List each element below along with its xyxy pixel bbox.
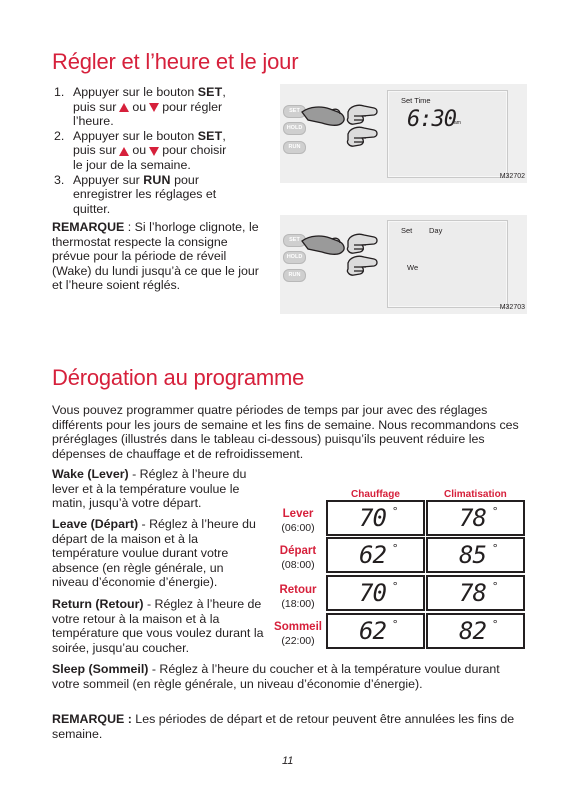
degree-symbol: ° — [491, 618, 498, 631]
step-text: enregistrer les réglages et — [73, 187, 217, 202]
step-text: puis sur — [73, 143, 117, 158]
temperature-value: 62 — [359, 541, 386, 569]
heat-setting-leave — [326, 537, 425, 573]
up-arrow-icon — [119, 147, 129, 156]
thermostat-figure-time — [280, 84, 527, 183]
cool-setting-sleep — [426, 613, 525, 649]
column-heading-heating: Chauffage — [351, 489, 400, 500]
row-time: (06:00) — [281, 522, 315, 534]
temperature-value: 78 — [459, 579, 486, 607]
period-label: Return (Retour) — [52, 597, 144, 611]
section-title-override: Dérogation au programme — [52, 365, 305, 390]
step-number: 2. — [54, 128, 65, 143]
step-text: Appuyer sur — [73, 172, 144, 187]
pressing-hands-icon — [298, 221, 388, 296]
degree-symbol: ° — [491, 580, 498, 593]
step-text: pour régler — [162, 99, 223, 114]
step-text: ou — [132, 143, 147, 158]
pressing-hands-icon — [298, 92, 388, 167]
note-label: REMARQUE — [52, 220, 125, 234]
step-text: Appuyer sur le bouton — [73, 128, 198, 143]
note-clock — [52, 220, 262, 293]
period-return — [52, 597, 264, 655]
set-key-label: SET — [197, 85, 223, 99]
step-text: le jour de la semaine. — [73, 157, 191, 172]
run-key-label: RUN — [143, 172, 171, 187]
row-label-return — [272, 584, 324, 610]
temperature-value: 78 — [459, 504, 486, 532]
step-text: , — [222, 85, 226, 99]
run-button[interactable]: RUN — [283, 141, 306, 154]
period-label: Sleep (Sommeil) — [52, 662, 149, 676]
step-text: Appuyer sur le bouton — [73, 85, 198, 99]
note-text: Les périodes de départ et de retour peuvent être annulées les fins de semaine. — [52, 712, 515, 741]
down-arrow-icon — [149, 103, 159, 112]
steps-list — [52, 85, 262, 216]
step-text: ou — [132, 99, 147, 114]
temperature-value: 82 — [459, 617, 486, 645]
cool-setting-leave — [426, 537, 525, 573]
row-label-wake — [272, 508, 324, 534]
row-time: (18:00) — [281, 598, 315, 610]
run-button[interactable]: RUN — [283, 269, 306, 282]
lcd-day-label: Day — [429, 226, 443, 235]
lcd-ampm: am — [454, 120, 461, 126]
row-name: Départ — [279, 545, 317, 557]
row-time: (08:00) — [281, 559, 315, 571]
step-text: pour — [170, 172, 199, 187]
lcd-label: Set Time — [401, 96, 431, 105]
cool-setting-return — [426, 575, 525, 611]
degree-symbol: ° — [391, 542, 398, 555]
row-label-sleep — [272, 621, 324, 647]
period-text: - Réglez à l’heure de votre retour à la maison et à la température que vous voulez durant la soirée, jusqu’au coucher. — [52, 597, 264, 655]
set-key-label: SET — [197, 128, 223, 143]
row-name: Retour — [279, 584, 317, 596]
temperature-value: 62 — [359, 617, 386, 645]
period-text: - Réglez à l’heure du coucher et à la température voulue durant votre sommeil (en règle générale, un niveau d’économie d’énergie). — [52, 662, 500, 691]
degree-symbol: ° — [491, 542, 498, 555]
set-button[interactable]: SET — [283, 234, 306, 247]
down-arrow-icon — [149, 147, 159, 156]
row-name: Sommeil — [274, 621, 322, 633]
period-sleep — [52, 662, 522, 691]
note-label: REMARQUE : — [52, 712, 132, 726]
step-text: quitter. — [73, 201, 111, 216]
heat-setting-wake — [326, 500, 425, 536]
period-leave — [52, 517, 262, 590]
heat-setting-sleep — [326, 613, 425, 649]
figure-code: M32703 — [499, 304, 525, 311]
note-weekend — [52, 712, 522, 741]
degree-symbol: ° — [491, 505, 498, 518]
step-text: puis sur — [73, 99, 117, 114]
temperature-value: 70 — [359, 579, 386, 607]
temperature-value: 70 — [359, 504, 386, 532]
column-heading-cooling: Climatisation — [444, 489, 507, 500]
intro-paragraph: Vous pouvez programmer quatre périodes de temps par jour avec des réglages différents pour les jours de semaine et les fins de semaine. Nous recommandons ces préréglages (illustrés dans le tableau ci-dessous) puisqu’ils peuvent réduire les dépenses de chauffage et de refroidissement. — [52, 403, 519, 461]
step-text: , — [222, 128, 226, 143]
lcd-display — [387, 220, 508, 308]
hold-button[interactable]: HOLD — [283, 251, 306, 264]
period-text: - Réglez à l’heure du départ de la maison et à la température voulue durant votre absence (en règle générale, un niveau d’économie d’énergie). — [52, 517, 256, 590]
thermostat-figure-day — [280, 215, 527, 314]
lcd-time: 6:30 — [407, 107, 456, 132]
figure-code: M32702 — [499, 173, 525, 180]
step-number: 1. — [54, 85, 65, 99]
period-wake — [52, 467, 267, 511]
lcd-set-label: Set — [401, 226, 413, 235]
degree-symbol: ° — [391, 618, 398, 631]
period-label: Wake (Lever) — [52, 467, 129, 481]
step-2 — [52, 129, 262, 173]
degree-symbol: ° — [391, 505, 398, 518]
hold-button[interactable]: HOLD — [283, 122, 306, 135]
degree-symbol: ° — [391, 580, 398, 593]
lcd-display — [387, 90, 508, 178]
row-name: Lever — [282, 508, 314, 520]
row-time: (22:00) — [281, 635, 315, 647]
step-number: 3. — [54, 172, 65, 187]
page-number: 11 — [282, 755, 294, 767]
step-text: l’heure. — [73, 114, 114, 129]
step-1 — [52, 85, 262, 129]
section-title-set-time: Régler et l’heure et le jour — [52, 49, 299, 74]
lcd-day-value: We — [407, 263, 419, 272]
temperature-value: 85 — [459, 541, 486, 569]
period-text: - Réglez à l’heure du lever et à la température voulue le matin, jusqu’à votre départ. — [52, 467, 247, 511]
heat-setting-return — [326, 575, 425, 611]
row-label-leave — [272, 545, 324, 571]
period-label: Leave (Départ) — [52, 517, 139, 531]
cool-setting-wake — [426, 500, 525, 536]
set-button[interactable]: SET — [283, 105, 306, 118]
step-text: pour choisir — [162, 143, 227, 158]
note-text: : Si l’horloge clignote, le thermostat respecte la consigne prévue pour la période de réveil (Wake) du lundi jusqu’à ce que le jour et l’heure soient réglés. — [52, 220, 259, 293]
up-arrow-icon — [119, 103, 129, 112]
step-3 — [52, 173, 262, 217]
